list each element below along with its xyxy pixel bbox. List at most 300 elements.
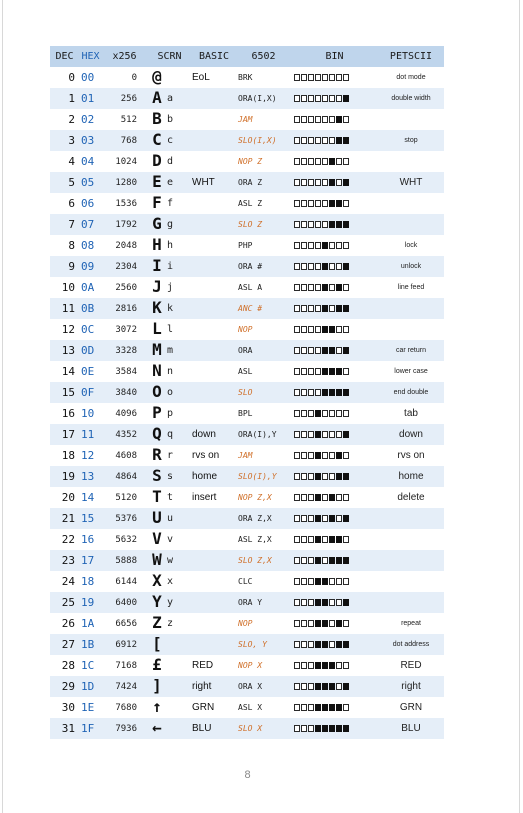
table-row (50, 256, 444, 277)
page-edge-right (519, 0, 520, 813)
bit-cell (336, 284, 342, 291)
bit-cell (294, 725, 300, 732)
bit-cell (343, 620, 349, 627)
bit-cell (343, 389, 349, 396)
x256-cell: 1792 (115, 219, 137, 230)
bit-cell (336, 536, 342, 543)
bit-cell (301, 305, 307, 312)
bit-cell (322, 200, 328, 207)
bit-cell (308, 557, 314, 564)
opcode-cell: ANC # (238, 304, 263, 313)
bit-cell (343, 704, 349, 711)
bit-cell (343, 326, 349, 333)
x256-cell: 5632 (115, 534, 137, 545)
opcode-cell: SLO, Y (238, 640, 267, 649)
bit-pattern (294, 368, 349, 375)
screen-glyph-cell (147, 256, 192, 277)
bit-cell (336, 557, 342, 564)
table-row (50, 592, 444, 613)
bit-cell (343, 662, 349, 669)
bit-pattern (294, 536, 349, 543)
bit-cell (301, 368, 307, 375)
opcode-cell: SLO(I,X) (238, 136, 277, 145)
col-x256-header: x256 (112, 51, 137, 62)
petscii-cell: delete (397, 491, 425, 503)
uppercase-glyph: A (152, 88, 162, 108)
bit-cell (343, 557, 349, 564)
lowercase-glyph: q (167, 428, 174, 440)
bit-cell (294, 221, 300, 228)
dec-cell: 2 (68, 113, 75, 126)
bit-cell (343, 179, 349, 186)
screen-glyph-cell (147, 172, 192, 193)
bit-cell (315, 725, 321, 732)
dec-cell: 11 (61, 302, 75, 315)
bit-cell (301, 179, 307, 186)
petscii-cell: right (401, 680, 421, 692)
x256-cell: 1536 (115, 198, 137, 209)
table-row (50, 550, 444, 571)
table-row (50, 235, 444, 256)
bit-cell (329, 389, 335, 396)
dec-cell: 20 (61, 491, 75, 504)
bit-pattern (294, 683, 349, 690)
basic-cell: down (192, 429, 216, 440)
table-row (50, 361, 444, 382)
bit-cell (329, 263, 335, 270)
uppercase-glyph: ← (152, 718, 162, 738)
bit-cell (294, 326, 300, 333)
bit-pattern (294, 242, 349, 249)
x256-cell: 5120 (115, 492, 137, 503)
col-bin-header: BIN (325, 51, 344, 62)
hex-cell: 0F (81, 386, 95, 399)
bit-cell (343, 410, 349, 417)
bit-cell (315, 284, 321, 291)
bit-pattern (294, 452, 349, 459)
petscii-cell: dot mode (396, 73, 426, 81)
bit-cell (322, 95, 328, 102)
uppercase-glyph: Y (152, 592, 162, 612)
bit-cell (322, 263, 328, 270)
bit-cell (301, 683, 307, 690)
table-row (50, 172, 444, 193)
bit-cell (294, 116, 300, 123)
table-row (50, 151, 444, 172)
opcode-cell: ORA Z (238, 178, 263, 187)
table-row (50, 298, 444, 319)
bit-cell (336, 431, 342, 438)
petscii-cell: line feed (397, 283, 425, 291)
bit-cell (329, 620, 335, 627)
bit-cell (322, 179, 328, 186)
bit-cell (308, 179, 314, 186)
lowercase-glyph: g (167, 218, 174, 230)
bit-cell (308, 158, 314, 165)
uppercase-glyph: V (152, 529, 162, 549)
bit-cell (308, 704, 314, 711)
bit-cell (308, 431, 314, 438)
bit-cell (301, 494, 307, 501)
binary-cell (291, 592, 378, 613)
binary-cell (291, 256, 378, 277)
x256-cell: 1280 (115, 177, 137, 188)
binary-cell (291, 571, 378, 592)
opcode-cell: JAM (238, 115, 253, 124)
bit-cell (329, 158, 335, 165)
bit-pattern (294, 347, 349, 354)
bit-cell (322, 305, 328, 312)
uppercase-glyph: E (152, 172, 162, 192)
dec-cell: 15 (61, 386, 75, 399)
hex-cell: 0B (81, 302, 95, 315)
screen-glyph-cell (147, 487, 192, 508)
lowercase-glyph: y (167, 596, 174, 608)
bit-cell (315, 431, 321, 438)
table-row (50, 655, 444, 676)
bit-cell (322, 494, 328, 501)
bit-cell (294, 95, 300, 102)
lowercase-glyph: f (167, 197, 174, 209)
bit-cell (343, 473, 349, 480)
bit-cell (343, 683, 349, 690)
table-row (50, 466, 444, 487)
binary-cell (291, 130, 378, 151)
binary-cell (291, 403, 378, 424)
bit-cell (315, 683, 321, 690)
uppercase-glyph: ↑ (152, 697, 162, 717)
bit-cell (343, 515, 349, 522)
x256-cell: 4096 (115, 408, 137, 419)
bit-cell (294, 494, 300, 501)
basic-cell (192, 298, 236, 319)
bit-cell (322, 599, 328, 606)
petscii-cell: lock (404, 241, 418, 249)
dec-cell: 31 (61, 722, 75, 735)
dec-cell: 28 (61, 659, 75, 672)
opcode-cell: ASL (238, 367, 253, 376)
bit-cell (336, 95, 342, 102)
table-row (50, 613, 444, 634)
bit-cell (329, 95, 335, 102)
opcode-cell: ASL X (238, 703, 263, 712)
hex-cell: 11 (81, 428, 95, 441)
bit-cell (315, 641, 321, 648)
bit-cell (322, 557, 328, 564)
bit-cell (308, 284, 314, 291)
binary-cell (291, 382, 378, 403)
table-row (50, 529, 444, 550)
page-edge-left (2, 0, 3, 813)
lowercase-glyph: c (167, 134, 174, 146)
bit-cell (322, 137, 328, 144)
hex-cell: 0C (81, 323, 95, 336)
bit-cell (329, 431, 335, 438)
binary-cell (291, 319, 378, 340)
screen-glyph-cell (147, 109, 192, 130)
table-row (50, 697, 444, 718)
uppercase-glyph: M (152, 340, 162, 360)
hex-cell: 09 (81, 260, 95, 273)
bit-cell (294, 242, 300, 249)
bit-cell (294, 263, 300, 270)
col-scrn-header: SCRN (157, 51, 182, 62)
bit-pattern (294, 326, 349, 333)
bit-pattern (294, 284, 349, 291)
bit-pattern (294, 389, 349, 396)
x256-cell: 7680 (115, 702, 137, 713)
lowercase-glyph: p (167, 407, 174, 419)
dec-cell: 21 (61, 512, 75, 525)
dec-cell: 22 (61, 533, 75, 546)
bit-cell (336, 326, 342, 333)
opcode-cell: SLO Z (238, 220, 263, 229)
dec-cell: 29 (61, 680, 75, 693)
bit-cell (301, 431, 307, 438)
opcode-cell: ASL Z,X (238, 535, 272, 544)
hex-cell: 1A (81, 617, 95, 630)
petscii-cell: RED (400, 659, 422, 671)
x256-cell: 2560 (115, 282, 137, 293)
binary-cell (291, 697, 378, 718)
bit-cell (336, 137, 342, 144)
bit-cell (315, 557, 321, 564)
basic-cell (192, 151, 236, 172)
bit-cell (301, 389, 307, 396)
bit-cell (322, 347, 328, 354)
bit-cell (322, 473, 328, 480)
bit-cell (301, 95, 307, 102)
bit-cell (301, 704, 307, 711)
petscii-cell (378, 550, 444, 571)
bit-cell (336, 494, 342, 501)
basic-cell (192, 508, 236, 529)
hex-cell: 18 (81, 575, 95, 588)
petscii-cell: repeat (401, 619, 421, 627)
x256-cell: 1024 (115, 156, 137, 167)
table-row (50, 382, 444, 403)
bit-pattern (294, 620, 349, 627)
hex-cell: 19 (81, 596, 95, 609)
character-code-table (50, 46, 444, 739)
table-row (50, 445, 444, 466)
bit-cell (294, 431, 300, 438)
bit-cell (294, 368, 300, 375)
bit-cell (322, 662, 328, 669)
binary-cell (291, 340, 378, 361)
opcode-cell: NOP (238, 325, 253, 334)
petscii-cell: rvs on (397, 449, 425, 461)
dec-cell: 17 (61, 428, 75, 441)
x256-cell: 4352 (115, 429, 137, 440)
screen-glyph-cell (147, 130, 192, 151)
x256-cell: 7424 (115, 681, 137, 692)
binary-cell (291, 277, 378, 298)
basic-cell (192, 214, 236, 235)
bit-cell (336, 662, 342, 669)
bit-cell (294, 347, 300, 354)
bit-cell (301, 620, 307, 627)
bit-cell (308, 242, 314, 249)
lowercase-glyph: l (167, 323, 174, 335)
table-row (50, 88, 444, 109)
bit-cell (329, 725, 335, 732)
bit-cell (301, 242, 307, 249)
x256-cell: 3328 (115, 345, 137, 356)
bit-cell (315, 473, 321, 480)
bit-cell (315, 515, 321, 522)
dec-cell: 10 (61, 281, 75, 294)
binary-cell (291, 655, 378, 676)
bit-cell (294, 536, 300, 543)
lowercase-glyph: n (167, 365, 174, 377)
petscii-cell: lower case (394, 367, 428, 375)
basic-cell: insert (192, 492, 217, 503)
col-petscii-header: PETSCII (389, 51, 433, 62)
bit-cell (301, 725, 307, 732)
bit-cell (315, 452, 321, 459)
x256-cell: 2048 (115, 240, 137, 251)
bit-cell (329, 284, 335, 291)
screen-glyph-cell (147, 193, 192, 214)
bit-cell (343, 452, 349, 459)
hex-cell: 15 (81, 512, 95, 525)
dec-cell: 4 (68, 155, 75, 168)
dec-cell: 12 (61, 323, 75, 336)
uppercase-glyph: G (152, 214, 162, 234)
bit-cell (315, 599, 321, 606)
hex-cell: 03 (81, 134, 95, 147)
screen-glyph-cell (147, 445, 192, 466)
bit-cell (315, 200, 321, 207)
bit-cell (343, 347, 349, 354)
table-row (50, 718, 444, 739)
bit-pattern (294, 473, 349, 480)
bit-cell (329, 200, 335, 207)
petscii-cell (378, 571, 444, 592)
bit-cell (336, 158, 342, 165)
basic-cell (192, 592, 236, 613)
x256-cell: 6656 (115, 618, 137, 629)
bit-cell (336, 578, 342, 585)
uppercase-glyph: T (152, 487, 162, 507)
opcode-cell: SLO X (238, 724, 263, 733)
bit-cell (294, 452, 300, 459)
hex-cell: 1D (81, 680, 95, 693)
lowercase-glyph: m (167, 344, 174, 356)
dec-cell: 3 (68, 134, 75, 147)
dec-cell: 19 (61, 470, 75, 483)
petscii-cell (378, 193, 444, 214)
bit-cell (322, 431, 328, 438)
screen-glyph-cell (147, 235, 192, 256)
basic-cell (192, 340, 236, 361)
bit-cell (301, 410, 307, 417)
bit-cell (329, 662, 335, 669)
bit-cell (336, 599, 342, 606)
binary-cell (291, 151, 378, 172)
bit-pattern (294, 704, 349, 711)
bit-cell (343, 74, 349, 81)
bit-cell (329, 557, 335, 564)
bit-cell (315, 662, 321, 669)
bit-pattern (294, 578, 349, 585)
bit-cell (315, 536, 321, 543)
dec-cell: 16 (61, 407, 75, 420)
bit-cell (294, 641, 300, 648)
dec-cell: 23 (61, 554, 75, 567)
x256-cell: 4608 (115, 450, 137, 461)
bit-cell (329, 368, 335, 375)
bit-cell (308, 389, 314, 396)
bit-cell (315, 116, 321, 123)
dec-cell: 26 (61, 617, 75, 630)
petscii-cell: double width (391, 94, 431, 102)
bit-cell (343, 641, 349, 648)
bit-cell (301, 326, 307, 333)
uppercase-glyph: S (152, 466, 162, 486)
binary-cell (291, 424, 378, 445)
screen-glyph-cell (147, 508, 192, 529)
basic-cell: WHT (192, 177, 215, 188)
lowercase-glyph: e (167, 176, 174, 188)
bit-cell (294, 179, 300, 186)
binary-cell (291, 529, 378, 550)
dec-cell: 24 (61, 575, 75, 588)
bit-cell (322, 410, 328, 417)
hex-cell: 16 (81, 533, 95, 546)
screen-glyph-cell (147, 151, 192, 172)
lowercase-glyph: i (167, 260, 174, 272)
bit-cell (322, 242, 328, 249)
bit-cell (301, 116, 307, 123)
basic-cell (192, 550, 236, 571)
bit-cell (329, 578, 335, 585)
petscii-cell: GRN (399, 701, 423, 713)
basic-cell (192, 529, 236, 550)
basic-cell (192, 319, 236, 340)
basic-cell: BLU (192, 723, 212, 734)
bit-cell (301, 74, 307, 81)
bit-cell (322, 221, 328, 228)
bit-cell (329, 494, 335, 501)
uppercase-glyph: D (152, 151, 162, 171)
uppercase-glyph: C (152, 130, 162, 150)
bit-cell (308, 221, 314, 228)
uppercase-glyph: ] (152, 676, 162, 696)
col-6502-header: 6502 (251, 51, 276, 62)
bit-cell (308, 95, 314, 102)
petscii-cell (378, 592, 444, 613)
basic-cell (192, 88, 236, 109)
hex-cell: 00 (81, 71, 95, 84)
screen-glyph-cell (147, 592, 192, 613)
bit-cell (329, 116, 335, 123)
uppercase-glyph: U (152, 508, 162, 528)
lowercase-glyph: b (167, 113, 174, 125)
bit-cell (315, 74, 321, 81)
lowercase-glyph: a (167, 92, 174, 104)
binary-cell (291, 487, 378, 508)
x256-cell: 5376 (115, 513, 137, 524)
bit-cell (308, 137, 314, 144)
hex-cell: 07 (81, 218, 95, 231)
bit-cell (315, 305, 321, 312)
bit-cell (301, 473, 307, 480)
bit-pattern (294, 515, 349, 522)
bit-cell (343, 368, 349, 375)
petscii-cell (378, 214, 444, 235)
